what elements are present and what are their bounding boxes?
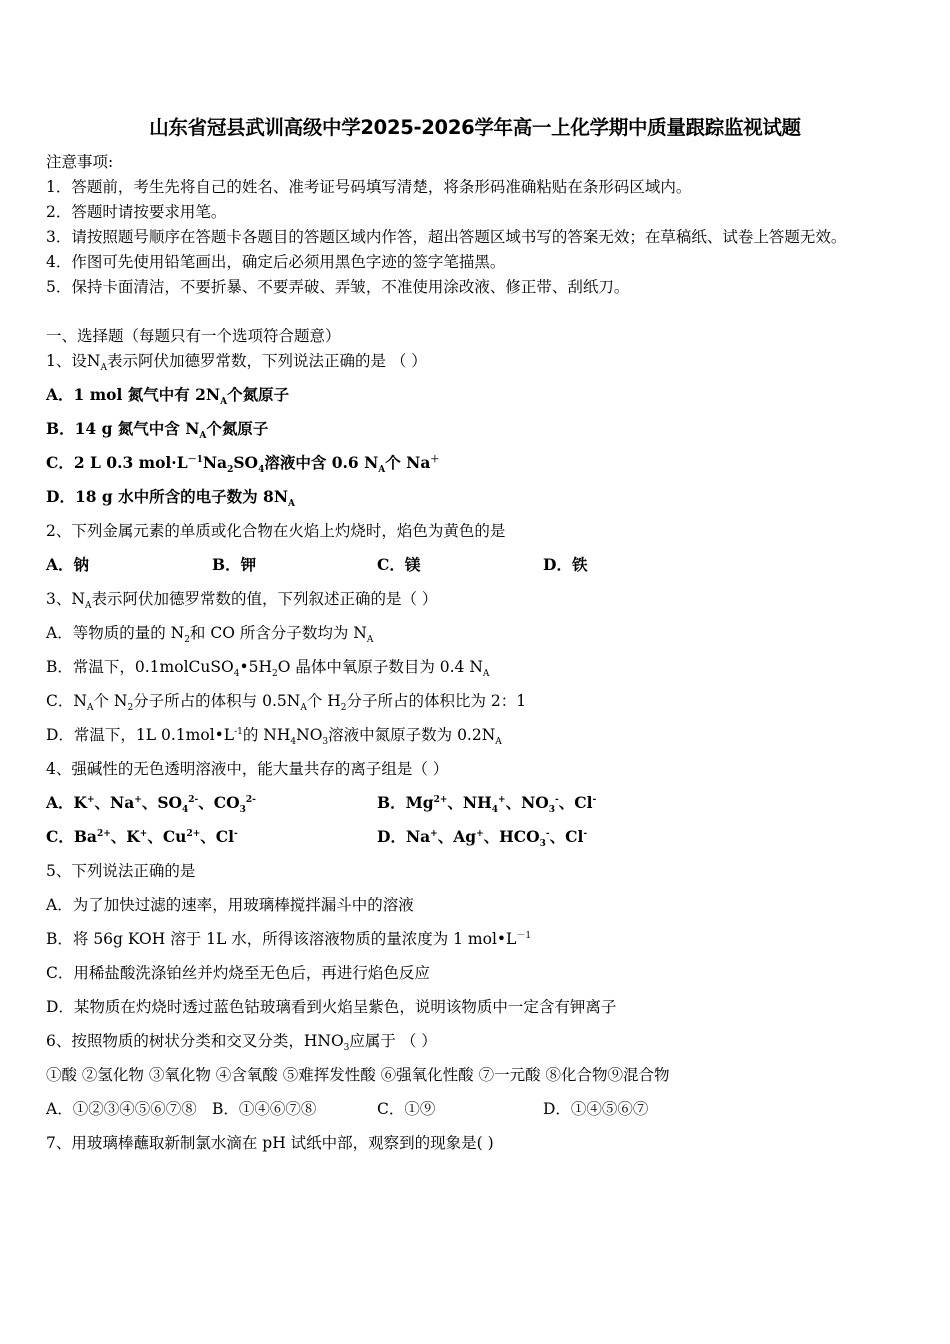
question-1-option-a: A．1 mol 氮气中有 $2N_A$个氮原子 xyxy=(46,385,290,408)
question-5-option-c: C．用稀盐酸洗涤铂丝并灼烧至无色后，再进行焰色反应 xyxy=(46,964,430,982)
question-4-option-d: D．Na+、Ag+、$HCO_3^-$、Cl- xyxy=(377,827,588,850)
question-3-option-b: B．常温下，$0.1molCuSO_4•5H_2O$ 晶体中氧原子数目为 0.4 $N_A$ xyxy=(46,658,490,680)
question-3-option-a: A．等物质的量的 $N_2$和 CO 所含分子数均为 $N_A$ xyxy=(46,624,374,646)
question-2-stem: 2、下列金属元素的单质或化合物在火焰上灼烧时，焰色为黄色的是 xyxy=(46,522,506,540)
page-title: 山东省冠县武训高级中学2025-2026学年高一上化学期中质量跟踪监视试题 xyxy=(149,116,801,139)
question-6-option-c: C．①⑨ xyxy=(377,1100,436,1118)
notice-item: 2．答题时请按要求用笔。 xyxy=(46,203,227,221)
question-6-stem: 6、按照物质的树状分类和交叉分类，$HNO_3$应属于 （ ） xyxy=(46,1032,437,1054)
question-2-option-d: D．铁 xyxy=(543,555,588,574)
question-7-stem: 7、用玻璃棒蘸取新制氯水滴在 pH 试纸中部，观察到的现象是( ) xyxy=(46,1134,494,1152)
question-3-option-d: D．常温下，1L $0.1mol•L^{-1}$的 $NH_4NO_3$溶液中氮原子数为 $0.2N_A$ xyxy=(46,726,502,748)
question-1-option-b: B．14 g 氮气中含 $N_A$个氮原子 xyxy=(46,419,269,442)
question-3-stem: 3、$N_A$表示阿伏加德罗常数的值，下列叙述正确的是（ ） xyxy=(46,590,438,612)
question-4-option-a: A．K+、Na+、$SO_4^{2-}$、$CO_3^{2-}$ xyxy=(46,793,256,816)
question-3-option-c: C．$N_A$个 $N_2$分子所占的体积与 $0.5N_A$个 $H_2$分子所占的体积比为 2：1 xyxy=(46,692,527,714)
question-6-option-a: A．①②③④⑤⑥⑦⑧ xyxy=(46,1100,197,1118)
notice-item: 5．保持卡面清洁，不要折暴、不要弄破、弄皱，不准使用涂改液、修正带、刮纸刀。 xyxy=(46,278,630,296)
question-5-option-a: A．为了加快过滤的速率，用玻璃棒搅拌漏斗中的溶液 xyxy=(46,896,414,914)
question-1-option-c: C．2 L 0.3 $mol\cdot L^{-1}Na_2SO_4$溶液中含 0.6 $N_A$个 Na＋ xyxy=(46,453,440,476)
notice-heading: 注意事项: xyxy=(46,153,114,171)
notice-item: 4．作图可先使用铅笔画出，确定后必须用黑色字迹的签字笔描黑。 xyxy=(46,253,506,271)
question-6-option-d: D．①④⑤⑥⑦ xyxy=(543,1100,649,1118)
question-4-stem: 4、强碱性的无色透明溶液中，能大量共存的离子组是（ ） xyxy=(46,760,449,778)
question-5-option-b: B．将 56g KOH 溶于 1L 水，所得该溶液物质的量浓度为 1 $mol•L^{-1}$ xyxy=(46,930,532,948)
question-1-option-d: D．18 g 水中所含的电子数为 $8N_A$ xyxy=(46,487,295,510)
question-2-option-b: B．钾 xyxy=(212,555,257,574)
notice-item: 3．请按照题号顺序在答题卡各题目的答题区域内作答，超出答题区域书写的答案无效；在草稿纸、试卷上答题无效。 xyxy=(46,228,847,246)
question-6-option-b: B．①④⑥⑦⑧ xyxy=(212,1100,317,1118)
notice-item: 1．答题前，考生先将自己的姓名、准考证号码填写清楚，将条形码准确粘贴在条形码区域内。 xyxy=(46,178,692,196)
question-1-stem: 1、设$N_A$表示阿伏加德罗常数，下列说法正确的是 （ ） xyxy=(46,352,427,374)
question-6-choice-list: ①酸 ②氢化物 ③氧化物 ④含氧酸 ⑤难挥发性酸 ⑥强氧化性酸 ⑦一元酸 ⑧化合物⑨混合物 xyxy=(46,1066,670,1084)
question-5-option-d: D．某物质在灼烧时透过蓝色钴玻璃看到火焰呈紫色，说明该物质中一定含有钾离子 xyxy=(46,998,617,1016)
question-5-stem: 5、下列说法正确的是 xyxy=(46,862,196,880)
section-title: 一、选择题（每题只有一个选项符合题意） xyxy=(46,327,341,345)
question-2-option-c: C．镁 xyxy=(377,555,421,574)
question-4-option-b: B．$Mg^{2+}$、$NH_4^+$、$NO_3^-$、Cl- xyxy=(377,793,597,816)
question-2-option-a: A．钠 xyxy=(46,555,90,574)
question-4-option-c: C．$Ba^{2+}$、K+、$Cu^{2+}$、Cl- xyxy=(46,827,238,846)
